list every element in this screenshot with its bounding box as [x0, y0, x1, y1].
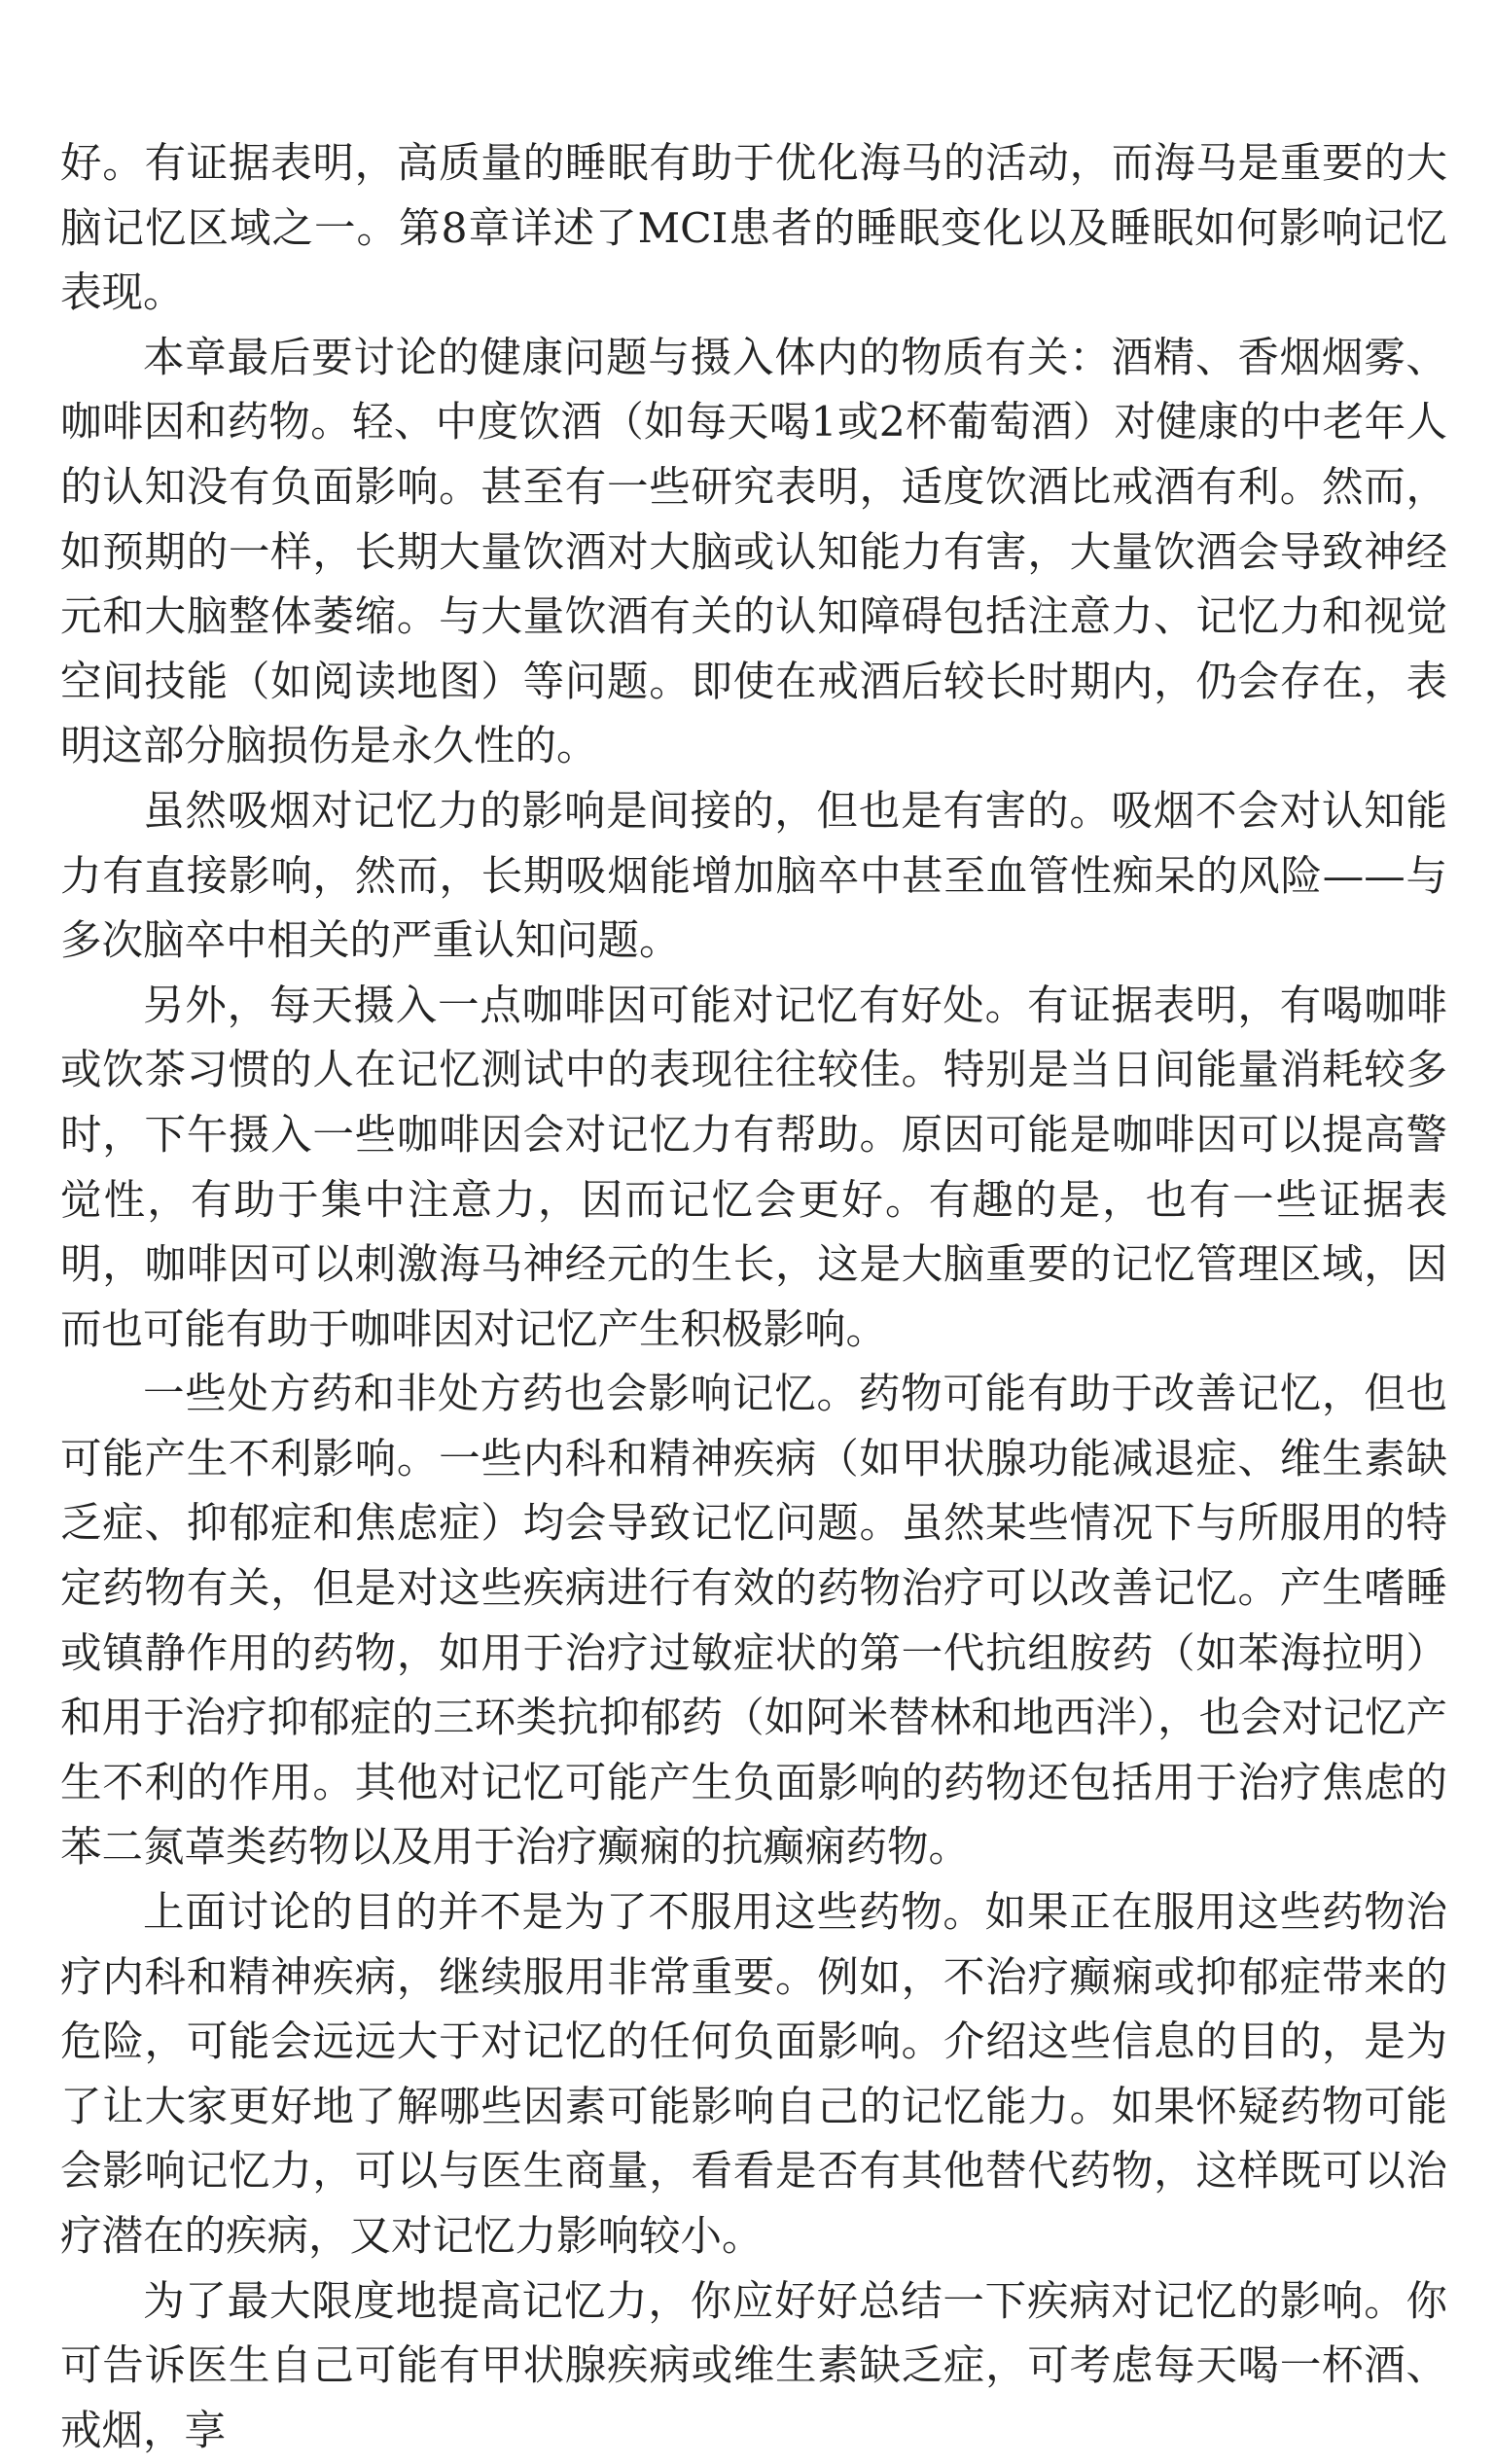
- paragraph-alcohol: 本章最后要讨论的健康问题与摄入体内的物质有关：酒精、香烟烟雾、咖啡因和药物。轻、中度饮酒（如每天喝1或2杯葡萄酒）对健康的中老年人的认知没有负面影响。甚至有一些研究表明，适度饮酒比戒酒有利。然而，如预期的一样，长期大量饮酒对大脑或认知能力有害，大量饮酒会导致神经元和大脑整体萎缩。与大量饮酒有关的认知障碍包括注意力、记忆力和视觉空间技能（如阅读地图）等问题。即使在戒酒后较长时期内，仍会存在，表明这部分脑损伤是永久性的。: [60, 334, 1447, 771]
- paragraph-medications: 一些处方药和非处方药也会影响记忆。药物可能有助于改善记忆，但也可能产生不利影响。一些内科和精神疾病（如甲状腺功能减退症、维生素缺乏症、抑郁症和焦虑症）均会导致记忆问题。虽然某些情况下与所服用的特定药物有关，但是对这些疾病进行有效的药物治疗可以改善记忆。产生嗜睡或镇静作用的药物，如用于治疗过敏症状的第一代抗组胺药（如苯海拉明）和用于治疗抑郁症的三环类抗抑郁药（如阿米替林和地西泮），也会对记忆产生不利的作用。其他对记忆可能产生负面影响的药物还包括用于治疗焦虑的苯二氮䓬类药物以及用于治疗癫痫的抗癫痫药物。: [60, 1371, 1447, 1873]
- paragraph-sleep-hippocampus: 好。有证据表明，高质量的睡眠有助于优化海马的活动，而海马是重要的大脑记忆区域之一。第8章详述了MCI患者的睡眠变化以及睡眠如何影响记忆表现。: [60, 140, 1447, 318]
- paragraph-summary: 为了最大限度地提高记忆力，你应好好总结一下疾病对记忆的影响。你可告诉医生自己可能有甲状腺疾病或维生素缺乏症，可考虑每天喝一杯酒、戒烟，享: [60, 2277, 1447, 2455]
- paragraph-smoking: 虽然吸烟对记忆力的影响是间接的，但也是有害的。吸烟不会对认知能力有直接影响，然而，长期吸烟能增加脑卒中甚至血管性痴呆的风险——与多次脑卒中相关的严重认知问题。: [60, 787, 1447, 966]
- book-page-body: [60, 132, 1447, 2464]
- paragraph-medication-advice: 上面讨论的目的并不是为了不服用这些药物。如果正在服用这些药物治疗内科和精神疾病，继续服用非常重要。例如，不治疗癫痫或抑郁症带来的危险，可能会远远大于对记忆的任何负面影响。介绍这些信息的目的，是为了让大家更好地了解哪些因素可能影响自己的记忆能力。如果怀疑药物可能会影响记忆力，可以与医生商量，看看是否有其他替代药物，这样既可以治疗潜在的疾病，又对记忆力影响较小。: [60, 1889, 1447, 2261]
- paragraph-caffeine: 另外，每天摄入一点咖啡因可能对记忆有好处。有证据表明，有喝咖啡或饮茶习惯的人在记忆测试中的表现往往较佳。特别是当日间能量消耗较多时，下午摄入一些咖啡因会对记忆力有帮助。原因可能是咖啡因可以提高警觉性，有助于集中注意力，因而记忆会更好。有趣的是，也有一些证据表明，咖啡因可以刺激海马神经元的生长，这是大脑重要的记忆管理区域，因而也可能有助于咖啡因对记忆产生积极影响。: [60, 982, 1447, 1354]
